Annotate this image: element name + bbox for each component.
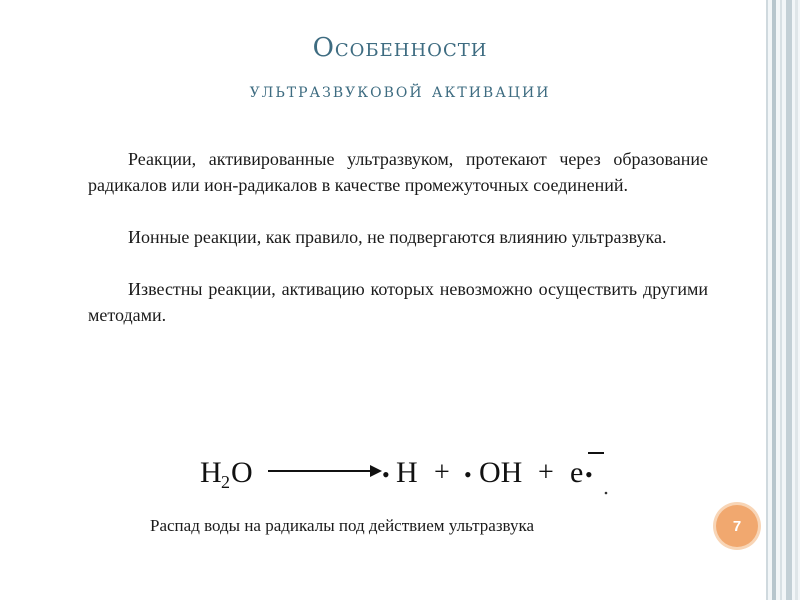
border-stripe [795,0,798,600]
title-line-1: Особенности [312,33,488,63]
border-stripe [780,0,782,600]
reaction-arrow [268,465,382,477]
paragraph-2: Ионные реакции, как правило, не подвергаются влиянию ультразвука. [128,227,667,247]
water-decomposition-formula [200,446,620,496]
page-number-badge: 7 [716,505,758,547]
body-text [88,146,708,328]
paragraph-1: Реакции, активированные ультразвуком, протекают через образование радикалов или ион-радикалов в качестве промежуточных соединений. [88,149,708,195]
slide-title [90,26,710,110]
stray-dot [605,492,608,495]
reactant-o: O [231,456,253,489]
decorative-border [766,0,800,600]
border-stripe [766,0,768,600]
product-h: H [396,456,418,489]
radical-dot-3: • [585,462,593,487]
product-oh: OH [479,456,523,489]
border-stripe [772,0,776,600]
plus-sign-2: + [538,457,554,488]
radical-dot-1: • [382,462,390,487]
formula-caption: Распад воды на радикалы под действием ультразвука [150,516,535,535]
product-electron: e [570,456,584,489]
reactant-subscript: 2 [221,472,230,492]
title-line-2: ультразвуковой активации [249,78,551,102]
border-stripe [786,0,792,600]
plus-sign-1: + [434,457,450,488]
reactant-h: H [200,456,222,489]
paragraph-3: Известны реакции, активацию которых невозможно осуществить другими методами. [88,279,708,325]
radical-dot-2: • [464,462,472,487]
